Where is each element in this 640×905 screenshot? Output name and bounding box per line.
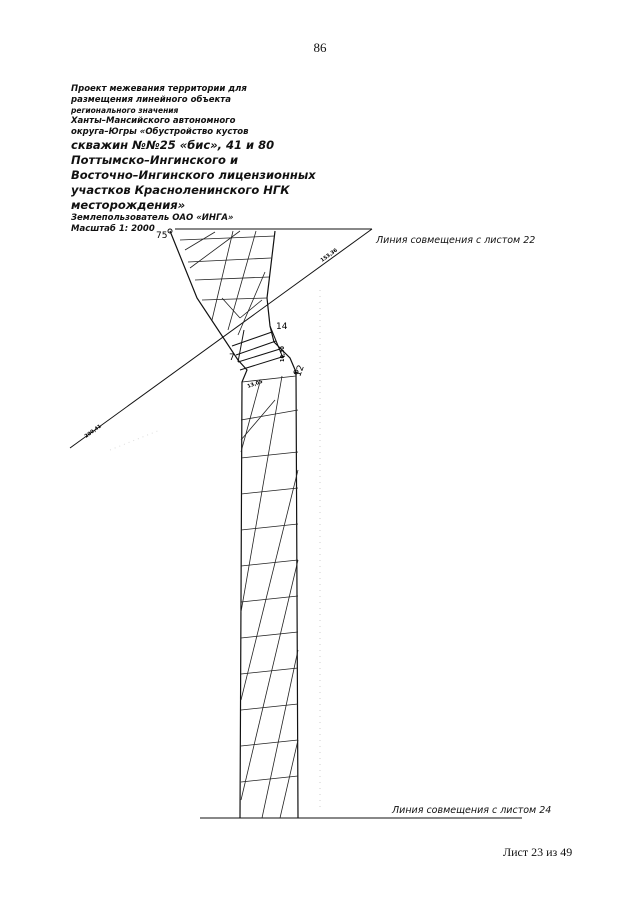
dimension-label: 200,41	[83, 423, 103, 440]
title-line: месторождения»	[71, 198, 186, 212]
title-line: размещения линейного объекта	[71, 95, 231, 105]
title-line: округа–Югры «Обустройство кустов	[71, 127, 249, 137]
boundary-left	[170, 231, 247, 818]
sheet-footer: Лист 23 из 49	[503, 845, 573, 859]
dimension-label: 10,30	[280, 346, 286, 362]
title-line: Восточно–Ингинского лицензионных	[71, 168, 316, 182]
faint-grid-line	[110, 430, 160, 450]
point-label-14: 14	[276, 322, 288, 332]
page-number: 86	[313, 40, 327, 55]
title-line: Проект межевания территории для	[71, 84, 247, 94]
crossing-band	[232, 326, 285, 370]
dimension-label: 13,05	[246, 378, 264, 390]
title-line: Ханты–Мансийского автономного	[71, 116, 236, 126]
lower-hatching	[241, 376, 298, 818]
bottom-match-line-label: Линия совмещения с листом 24	[392, 805, 552, 816]
point-label-12: 12	[293, 363, 307, 379]
title-line: Поттымско–Ингинского и	[71, 153, 239, 167]
land-user: Землепользователь ОАО «ИНГА»	[71, 213, 234, 223]
map-scale: Масштаб 1: 2000	[71, 224, 155, 234]
point-label-7: 7	[229, 353, 235, 363]
upper-hatching	[180, 231, 275, 335]
title-line: регионального значения	[71, 106, 179, 115]
point-label-75: 75	[156, 231, 168, 241]
dimension-label: 153,36	[319, 247, 339, 264]
diagonal-line	[70, 229, 372, 448]
title-line: скважин №№25 «бис», 41 и 80	[71, 138, 275, 152]
top-match-line-label: Линия совмещения с листом 22	[376, 235, 536, 246]
title-line: участков Красноленинского НГК	[71, 183, 290, 197]
